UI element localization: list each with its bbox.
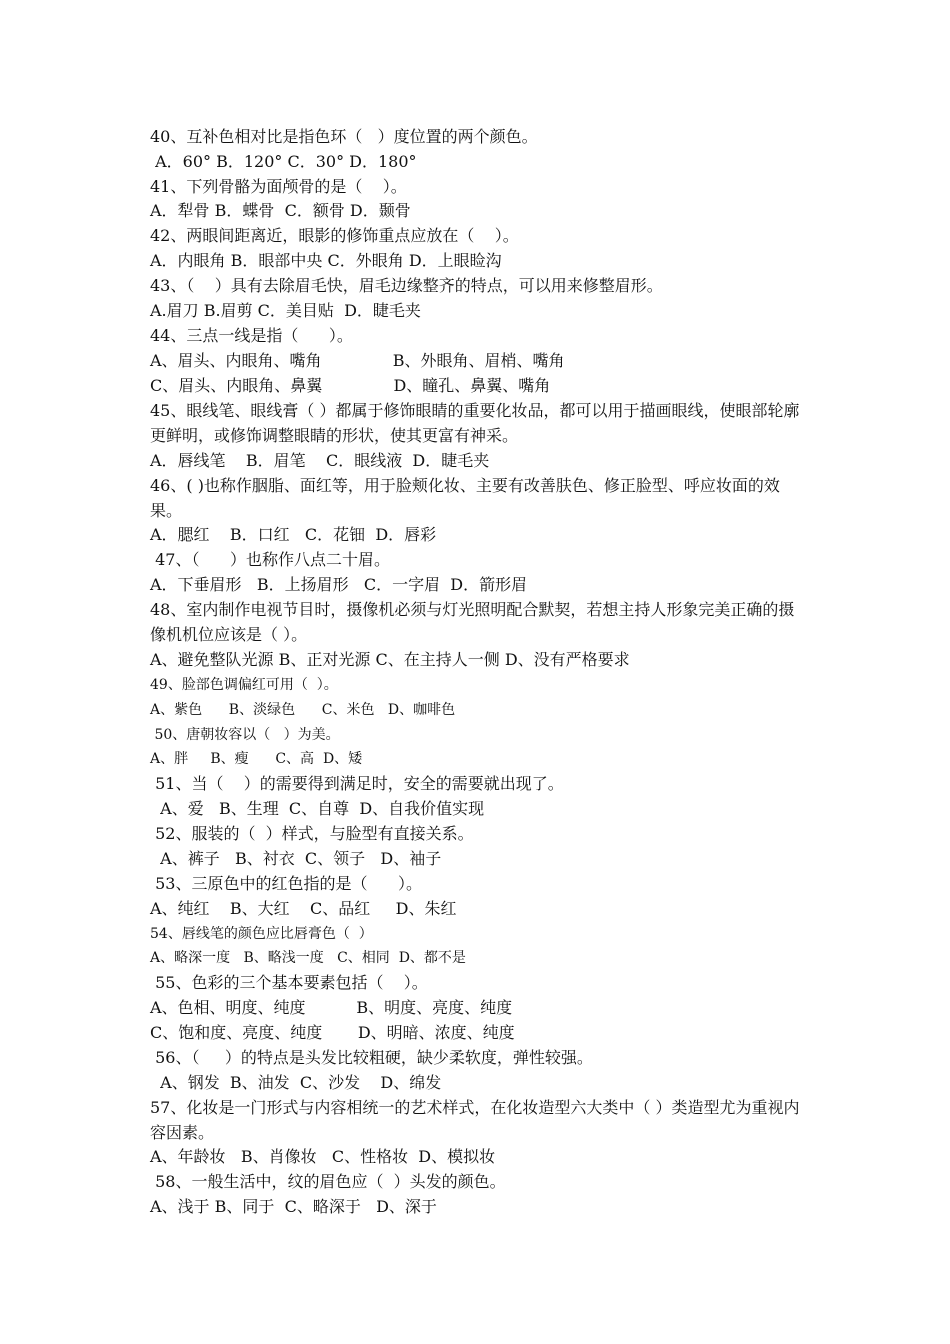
question-43: 43、（ ）具有去除眉毛快，眉毛边缘整齐的特点，可以用来修整眉形。 bbox=[150, 276, 663, 295]
question-44: 44、三点一线是指（ ）。 bbox=[150, 326, 353, 345]
options-53: A、纯红 B、大红 C、品红 D、朱红 bbox=[150, 899, 457, 918]
options-54: A、略深一度 B、略浅一度 C、相同 D、都不是 bbox=[150, 950, 466, 966]
options-57: A、年龄妆 B、肖像妆 C、性格妆 D、模拟妆 bbox=[150, 1147, 496, 1166]
options-55-row1: A、色相、明度、纯度 B、明度、亮度、纯度 bbox=[150, 998, 513, 1017]
options-44-row1: A、眉头、内眼角、嘴角 B、外眼角、眉梢、嘴角 bbox=[150, 351, 565, 370]
question-57: 57、化妆是一门形式与内容相统一的艺术样式，在化妆造型六大类中（ ）类造型尤为重视内容因素。 bbox=[150, 1098, 800, 1142]
question-52: 52、服装的（ ）样式，与脸型有直接关系。 bbox=[150, 824, 474, 843]
question-58: 58、一般生活中，纹的眉色应（ ）头发的颜色。 bbox=[150, 1172, 506, 1191]
options-45: A．唇线笔 B．眉笔 C．眼线液 D．睫毛夹 bbox=[150, 451, 490, 470]
question-50: 50、唐朝妆容以（ ）为美。 bbox=[150, 727, 340, 743]
question-47: 47、（ ）也称作八点二十眉。 bbox=[150, 550, 390, 569]
options-50: A、胖 B、瘦 C、高 D、矮 bbox=[150, 751, 363, 767]
options-44-row2: C、眉头、内眼角、鼻翼 D、瞳孔、鼻翼、嘴角 bbox=[150, 376, 551, 395]
question-46: 46、( )也称作胭脂、面红等，用于脸颊化妆、主要有改善肤色、修正脸型、呼应妆面的效果。 bbox=[150, 476, 780, 520]
options-40: A．60° B．120° C．30° D．180° bbox=[150, 152, 417, 171]
question-51: 51、当（ ）的需要得到满足时，安全的需要就出现了。 bbox=[150, 774, 564, 793]
question-54: 54、唇线笔的颜色应比唇膏色（ ） bbox=[150, 926, 373, 942]
options-42: A．内眼角 B．眼部中央 C．外眼角 D．上眼睑沟 bbox=[150, 251, 502, 270]
question-41: 41、下列骨骼为面颅骨的是（ ）。 bbox=[150, 177, 407, 196]
options-46: A．腮红 B．口红 C．花钿 D．唇彩 bbox=[150, 525, 437, 544]
question-48: 48、室内制作电视节目时，摄像机必须与灯光照明配合默契，若想主持人形象完美正确的摄像机机位应该是（ ）。 bbox=[150, 600, 795, 644]
options-41: A．犁骨 B．蝶骨 C．额骨 D．颞骨 bbox=[150, 201, 411, 220]
options-52: A、裤子 B、衬衣 C、领子 D、袖子 bbox=[150, 849, 442, 868]
options-48: A、避免整队光源 B、正对光源 C、在主持人一侧 D、没有严格要求 bbox=[150, 650, 630, 669]
options-56: A、钢发 B、油发 C、沙发 D、绵发 bbox=[150, 1073, 442, 1092]
question-45: 45、眼线笔、眼线膏（ ）都属于修饰眼睛的重要化妆品，都可以用于描画眼线，使眼部轮廓更鲜明，或修饰调整眼睛的形状，使其更富有神采。 bbox=[150, 401, 800, 445]
options-51: A、爱 B、生理 C、自尊 D、自我价值实现 bbox=[150, 799, 485, 818]
question-49: 49、脸部色调偏红可用（ ）。 bbox=[150, 677, 338, 693]
question-40: 40、互补色相对比是指色环（ ）度位置的两个颜色。 bbox=[150, 127, 538, 146]
question-53: 53、三原色中的红色指的是（ ）。 bbox=[150, 874, 422, 893]
options-49: A、紫色 B、淡绿色 C、米色 D、咖啡色 bbox=[150, 702, 456, 718]
options-58: A、浅于 B、同于 C、略深于 D、深于 bbox=[150, 1197, 437, 1216]
question-55: 55、色彩的三个基本要素包括（ ）。 bbox=[150, 973, 428, 992]
options-47: A．下垂眉形 B．上扬眉形 C．一字眉 D．箭形眉 bbox=[150, 575, 528, 594]
options-55-row2: C、饱和度、亮度、纯度 D、明暗、浓度、纯度 bbox=[150, 1023, 515, 1042]
options-43: A.眉刀 B.眉剪 C．美目贴 D．睫毛夹 bbox=[150, 301, 421, 320]
question-42: 42、两眼间距离近，眼影的修饰重点应放在（ ）。 bbox=[150, 226, 519, 245]
question-56: 56、（ ）的特点是头发比较粗硬，缺少柔软度，弹性较强。 bbox=[150, 1048, 593, 1067]
